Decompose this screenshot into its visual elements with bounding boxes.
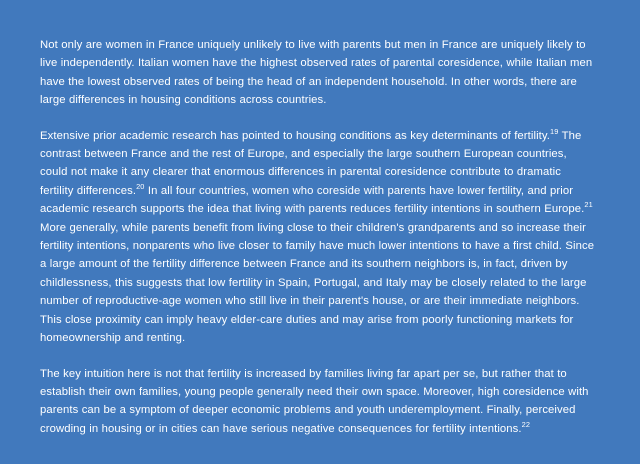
paragraph-2-segment-text-2: The contrast between France and the rest of Europe, and especially the large southern European countries, could not make it any clearer that enormous differences in parental coresidence contribute to dramatic fertility differences. (40, 129, 582, 197)
paragraph-2-segment-text-3: In all four countries, women who coreside with parents have lower fertility, and prior academic research supports the idea that living with parents reduces fertility intentions in southern Europe. (40, 184, 585, 216)
footnote-marker-21[interactable]: 21 (584, 200, 593, 210)
paragraph-3-segment-text-1: The key intuition here is not that fertility is increased by families living far apart per se, but rather that to establish their own families, young people generally need their own space. Moreover, high coresidence with parents can be a symptom of deeper economic problems and youth underemployment. Finally, perceived crowding in housing or in cities can have serious negative consequences for fertility intentions. (40, 367, 589, 435)
paragraph-2-segment-text-4: More generally, while parents benefit from living close to their children's grandparents and so increase their fertility intentions, nonparents who live closer to family have much lower intentions to have a first child. Since a large amount of the fertility difference between France and its southern neighbors is, in fact, driven by childlessness, this suggests that low fertility in Spain, Portugal, and Italy may be closely related to the large number of reproductive-age women who still live in their parent's house, or are their immediate neighbors. This close proximity can imply heavy elder-care duties and may arise from poorly functioning markets for homeownership and renting. (40, 221, 595, 345)
body-paragraph-1: Not only are women in France uniquely unlikely to live with parents but men in France are uniquely likely to live independently. Italian women have the highest observed rates of parental coresidence, while Italian men have the lowest observed rates of being the head of an independent household. In other words, there are large differences in housing conditions across countries. (40, 39, 593, 107)
footnote-marker-19[interactable]: 19 (550, 126, 559, 136)
body-paragraph-3 (40, 365, 596, 439)
footnote-marker-22[interactable]: 22 (521, 419, 531, 429)
body-paragraph-2 (40, 127, 596, 348)
footnote-marker-20[interactable]: 20 (136, 182, 145, 192)
paragraph-2-segment-text-1: Extensive prior academic research has pointed to housing conditions as key determinants of fertility. (40, 129, 551, 142)
